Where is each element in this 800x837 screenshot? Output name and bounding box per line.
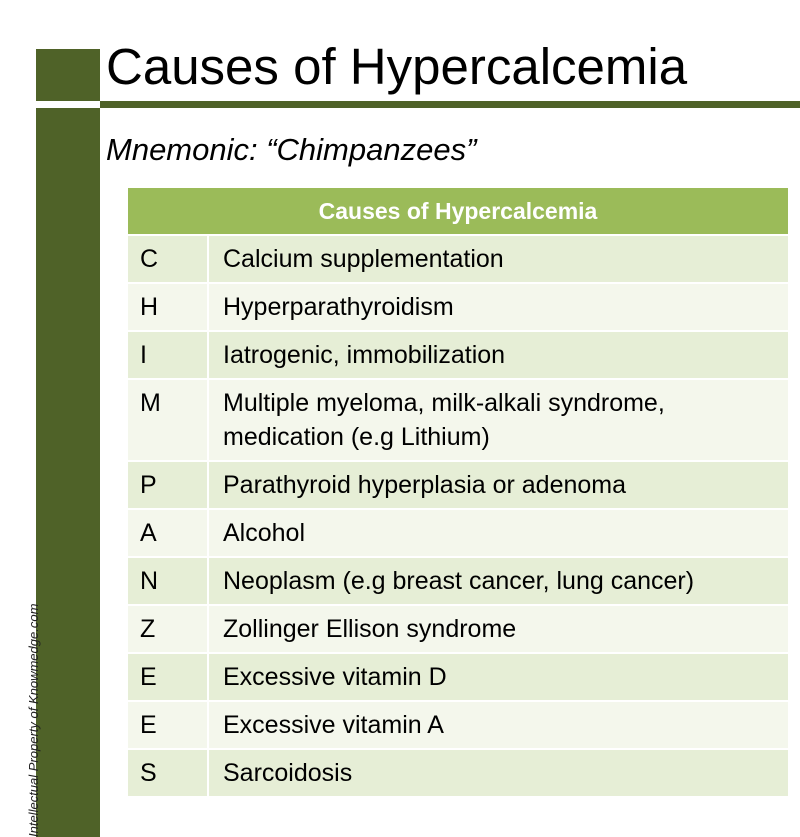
table-header: Causes of Hypercalcemia [128,188,788,235]
row-letter: C [128,235,208,283]
table-row [128,557,788,605]
title-accent-block [36,49,100,101]
row-text: Hyperparathyroidism [208,283,788,331]
row-letter: I [128,331,208,379]
table-header-row [128,188,788,235]
table-row [128,379,788,461]
row-text: Excessive vitamin A [208,701,788,749]
slide-title: Causes of Hypercalcemia [106,38,688,95]
row-text: Multiple myeloma, milk-alkali syndrome, medication (e.g Lithium) [208,379,788,461]
title-underline-rule [100,101,800,108]
table-row [128,749,788,796]
table-row [128,283,788,331]
row-text: Parathyroid hyperplasia or adenoma [208,461,788,509]
table-row [128,509,788,557]
side-accent-bar [36,108,100,837]
table-row [128,653,788,701]
row-letter: E [128,653,208,701]
row-text: Neoplasm (e.g breast cancer, lung cancer) [208,557,788,605]
row-text: Alcohol [208,509,788,557]
row-text: Sarcoidosis [208,749,788,796]
slide-subtitle: Mnemonic: “Chimpanzees” [106,132,477,167]
row-letter: H [128,283,208,331]
row-text: Calcium supplementation [208,235,788,283]
row-letter: E [128,701,208,749]
table-row [128,331,788,379]
table-row [128,461,788,509]
row-text: Iatrogenic, immobilization [208,331,788,379]
row-text: Excessive vitamin D [208,653,788,701]
table-row [128,235,788,283]
row-letter: Z [128,605,208,653]
row-letter: P [128,461,208,509]
row-text: Zollinger Ellison syndrome [208,605,788,653]
watermark [0,0,41,837]
table-row [128,605,788,653]
row-letter: M [128,379,208,461]
row-letter: S [128,749,208,796]
row-letter: A [128,509,208,557]
row-letter: N [128,557,208,605]
watermark-text: Intellectual Property of Knowmedge.com [26,603,41,837]
mnemonic-table [128,188,788,796]
table-row [128,701,788,749]
